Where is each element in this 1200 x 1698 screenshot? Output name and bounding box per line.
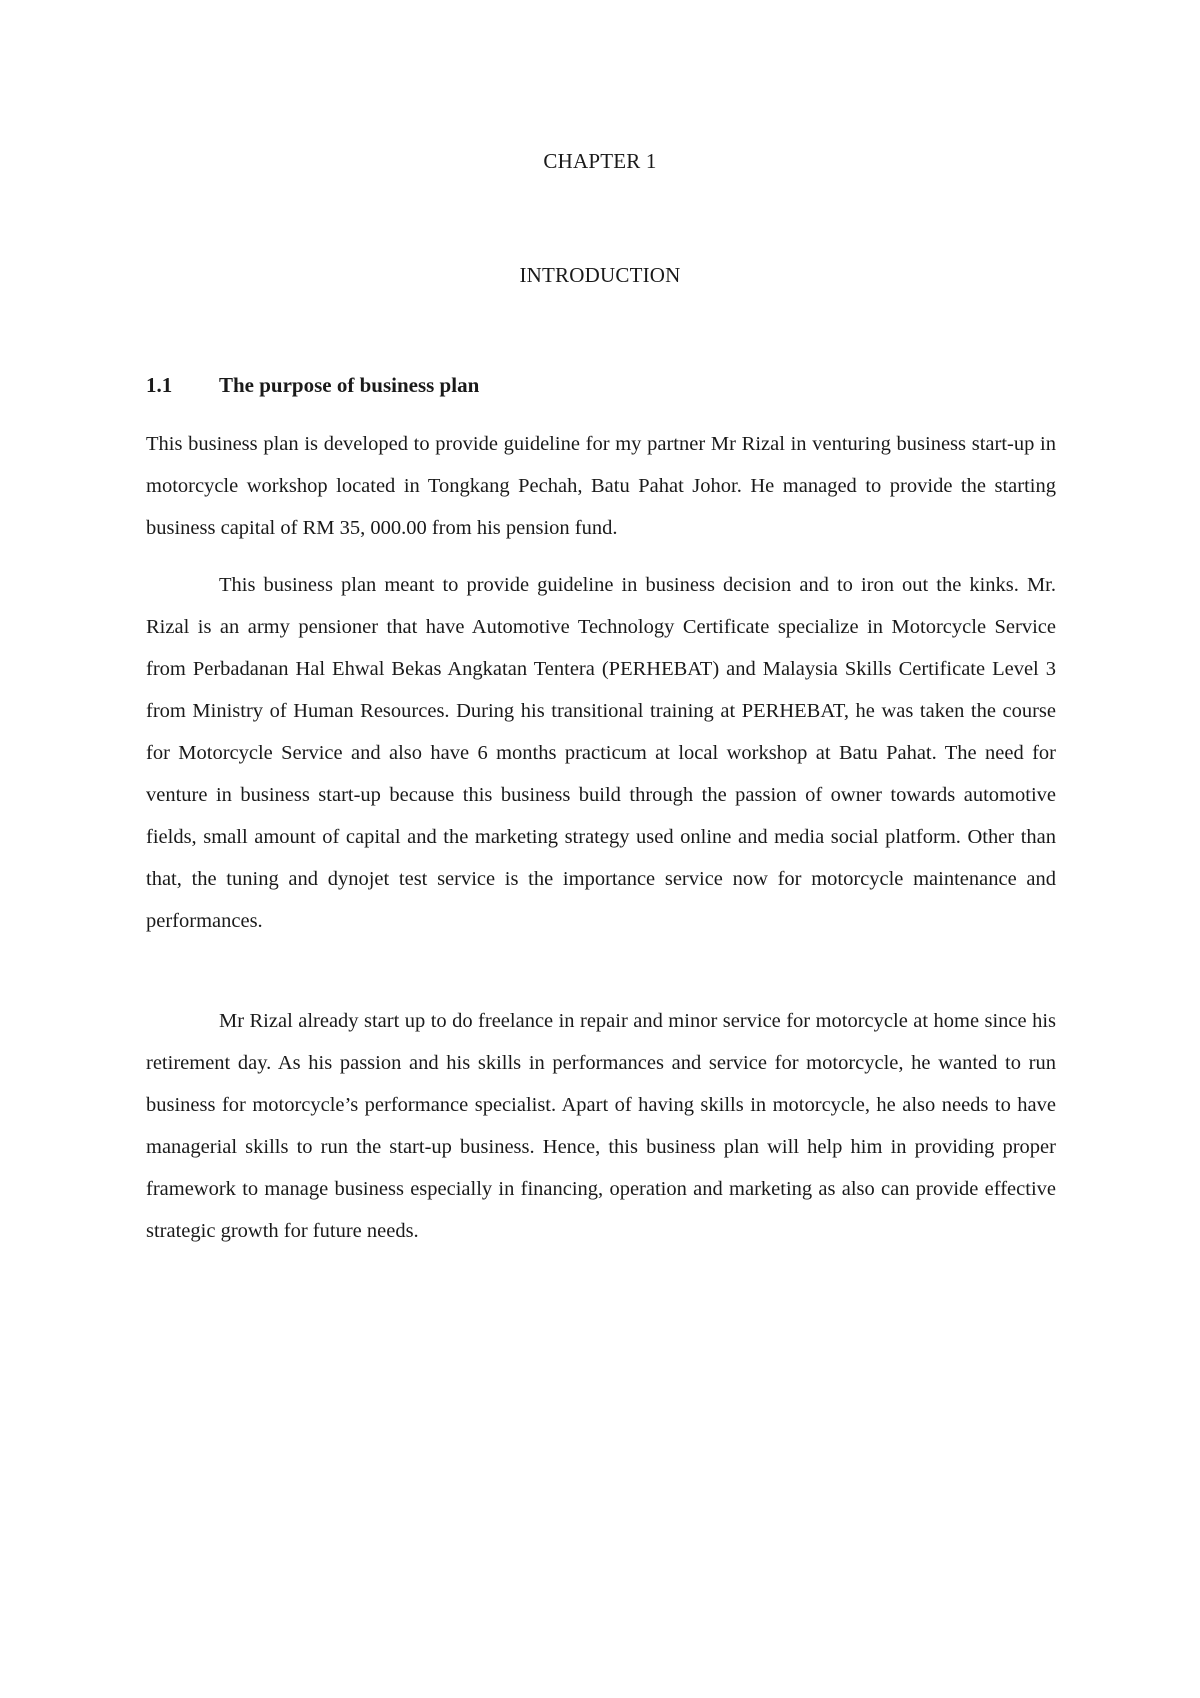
chapter-title: INTRODUCTION (519, 263, 681, 287)
chapter-label: CHAPTER 1 (543, 149, 657, 173)
section-title: The purpose of business plan (219, 373, 480, 397)
section-number: 1.1 (146, 373, 173, 397)
paragraph-1: This business plan is developed to provide guideline for my partner Mr Rizal in venturing business start-up in motorcycle workshop located in Tongkang Pechah, Batu Pahat Johor. He managed to provide the starting business capital of RM 35, 000.00 from his pension fund. (146, 433, 1056, 539)
section-heading (146, 370, 1056, 400)
paragraph-3: Mr Rizal already start up to do freelance in repair and minor service for motorcycle at home since his retirement day. As his passion and his skills in performances and service for motorcycle, he wanted to run business for motorcycle’s performance specialist. Apart of having skills in motorcycle, he also needs to have managerial skills to run the start-up business. Hence, this business plan will help him in providing proper framework to manage business especially in financing, operation and marketing as also can provide effective strategic growth for future needs. (146, 1010, 1056, 1242)
paragraph-2: This business plan meant to provide guideline in business decision and to iron out the kinks. Mr. Rizal is an army pensioner that have Automotive Technology Certificate specialize in Motorcycle Service from Perbadanan Hal Ehwal Bekas Angkatan Tentera (PERHEBAT) and Malaysia Skills Certificate Level 3 from Ministry of Human Resources. During his transitional training at PERHEBAT, he was taken the course for Motorcycle Service and also have 6 months practicum at local workshop at Batu Pahat. The need for venture in business start-up because this business build through the passion of owner towards automotive fields, small amount of capital and the marketing strategy used online and media social platform. Other than that, the tuning and dynojet test service is the importance service now for motorcycle maintenance and performances. (146, 574, 1056, 932)
